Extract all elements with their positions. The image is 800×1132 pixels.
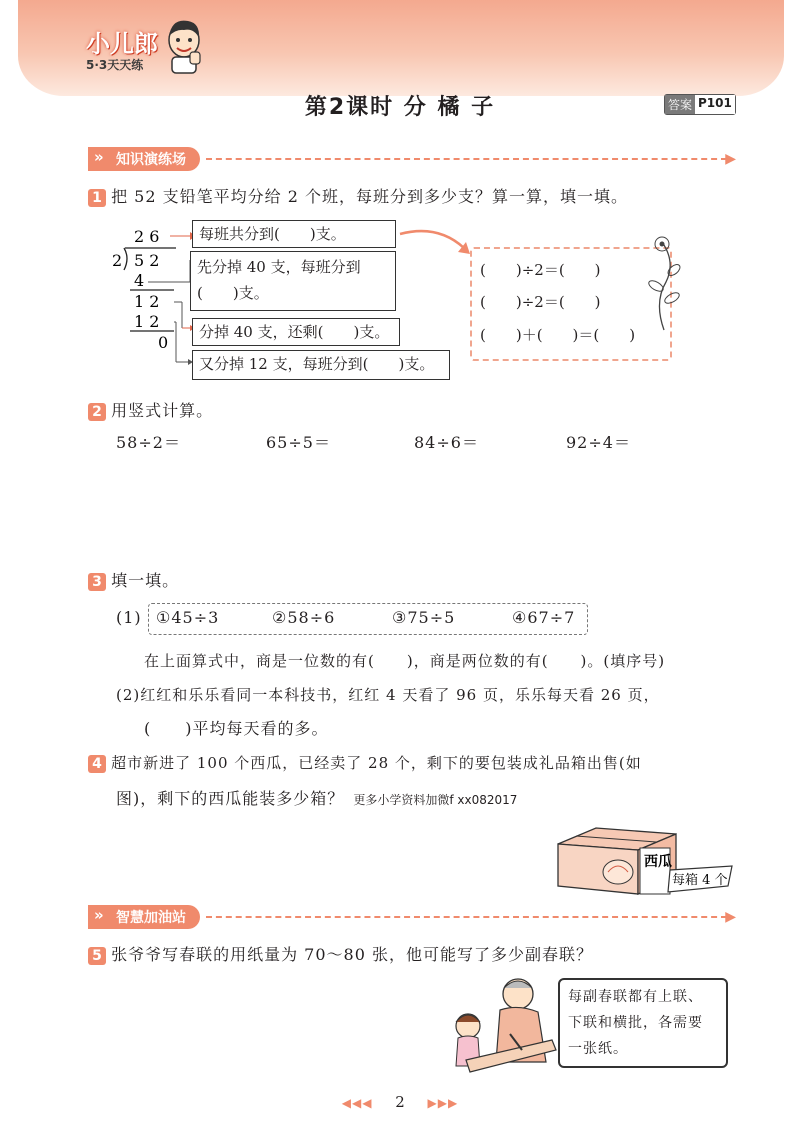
dividend: 5 2 <box>134 251 160 270</box>
box-second-distribution <box>192 350 450 380</box>
arrow-right-icon: ▶ <box>725 151 736 167</box>
part-2-line2: ( )平均每天看的多。 <box>144 719 329 738</box>
section-title: 智慧加油站 <box>116 910 186 926</box>
crate-tag: 每箱 4 个 <box>672 873 728 888</box>
speech-line-3: 一张纸。 <box>568 1041 628 1057</box>
question-text-line1: 超市新进了 100 个西瓜，已经卖了 28 个，剩下的要包装成礼品箱出售(如 <box>111 754 642 772</box>
speech-line-2: 下联和横批，各需要 <box>568 1015 703 1031</box>
section-banner-wisdom <box>88 906 736 928</box>
triangles-right-icon: ▶▶▶ <box>427 1096 459 1110</box>
option-4: ④67÷7 <box>512 608 576 627</box>
equation-row-2: ( )÷2＝( ) <box>480 293 601 311</box>
arrow-right-icon: ▶ <box>725 909 736 925</box>
crate-label: 西瓜 <box>644 854 672 870</box>
brand-subtitle: 5·3天天练 <box>86 58 144 72</box>
question-number: 3 <box>88 573 106 591</box>
question-text: 填一填。 <box>111 571 180 590</box>
watermelon-crate-icon <box>556 826 736 896</box>
question-number: 2 <box>88 403 106 421</box>
part-2-line1: (2)红红和乐乐看同一本科技书，红红 4 天看了 96 页，乐乐每天看 26 页， <box>116 686 660 704</box>
box-second-text: 又分掉 12 支，每班分到( )支。 <box>199 355 435 373</box>
question-number: 5 <box>88 947 106 965</box>
part-1-text: 在上面算式中，商是一位数的有( )，商是两位数的有( )。(填序号) <box>144 652 666 670</box>
double-chevron-icon: » <box>94 148 104 166</box>
question-3 <box>88 568 179 591</box>
question-text: 张爷爷写春联的用纸量为 70～80 张，他可能写了多少副春联？ <box>111 945 593 964</box>
section-title: 知识演练场 <box>116 152 186 168</box>
answer-page-reference <box>664 94 736 115</box>
flower-decoration-icon <box>636 232 686 332</box>
option-1: ①45÷3 <box>156 608 220 627</box>
step-product-1: 4 <box>134 271 145 290</box>
problem-2: 65÷5＝ <box>266 433 331 452</box>
part-1-label: (1) <box>116 608 142 627</box>
double-chevron-icon: » <box>94 906 104 924</box>
box-first-line2: ( )支。 <box>197 284 269 302</box>
box-total-per-class <box>192 220 396 248</box>
problem-3: 84÷6＝ <box>414 433 479 452</box>
speech-bubble <box>558 978 728 1068</box>
triangles-left-icon: ◀◀◀ <box>341 1096 373 1110</box>
equation-row-3: ( )＋( )＝( ) <box>480 326 636 344</box>
divisor: 2 <box>112 251 123 270</box>
equation-row-1: ( )÷2＝( ) <box>480 261 601 279</box>
lesson-title: 第2课时 分 橘 子 <box>304 95 496 120</box>
step-product-2: 1 2 <box>134 312 160 331</box>
mascot-boy-icon <box>162 14 206 76</box>
question-5 <box>88 942 593 965</box>
page-number: 2 <box>395 1093 405 1111</box>
option-2: ②58÷6 <box>272 608 336 627</box>
grandpa-and-girl-illustration <box>436 974 560 1078</box>
answer-page: P101 <box>695 95 735 114</box>
question-text-line2: 图)，剩下的西瓜能装多少箱？ <box>116 789 345 808</box>
box-first-line1: 先分掉 40 支，每班分到 <box>197 258 361 276</box>
question-number: 4 <box>88 755 106 773</box>
watermark-note: 更多小学资料加微f xx082017 <box>353 793 518 807</box>
problem-1: 58÷2＝ <box>116 433 181 452</box>
brand-logo: 小儿郎 <box>86 30 158 58</box>
quotient: 2 6 <box>134 227 160 246</box>
question-text: 把 52 支铅笔平均分给 2 个班，每班分到多少支？算一算，填一填。 <box>111 187 628 206</box>
question-4 <box>88 752 642 773</box>
box-total-text: 每班共分到( )支。 <box>199 225 346 243</box>
problem-4: 92÷4＝ <box>566 433 631 452</box>
answer-label: 答案 <box>665 95 695 114</box>
box-remaining <box>192 318 400 346</box>
box-first-distribution <box>190 251 396 311</box>
curved-arrow-icon <box>398 222 474 258</box>
question-text: 用竖式计算。 <box>111 401 214 420</box>
final-remainder: 0 <box>158 333 169 352</box>
page-footer <box>0 1093 800 1111</box>
question-1 <box>88 184 628 207</box>
option-3: ③75÷5 <box>392 608 456 627</box>
section-banner-practice <box>88 148 736 170</box>
step-remainder-1: 1 2 <box>134 292 160 311</box>
question-2 <box>88 398 213 421</box>
speech-line-1: 每副春联都有上联、 <box>568 989 703 1005</box>
box-remaining-text: 分掉 40 支，还剩( )支。 <box>199 323 390 341</box>
question-4-line2 <box>116 786 517 809</box>
question-number: 1 <box>88 189 106 207</box>
